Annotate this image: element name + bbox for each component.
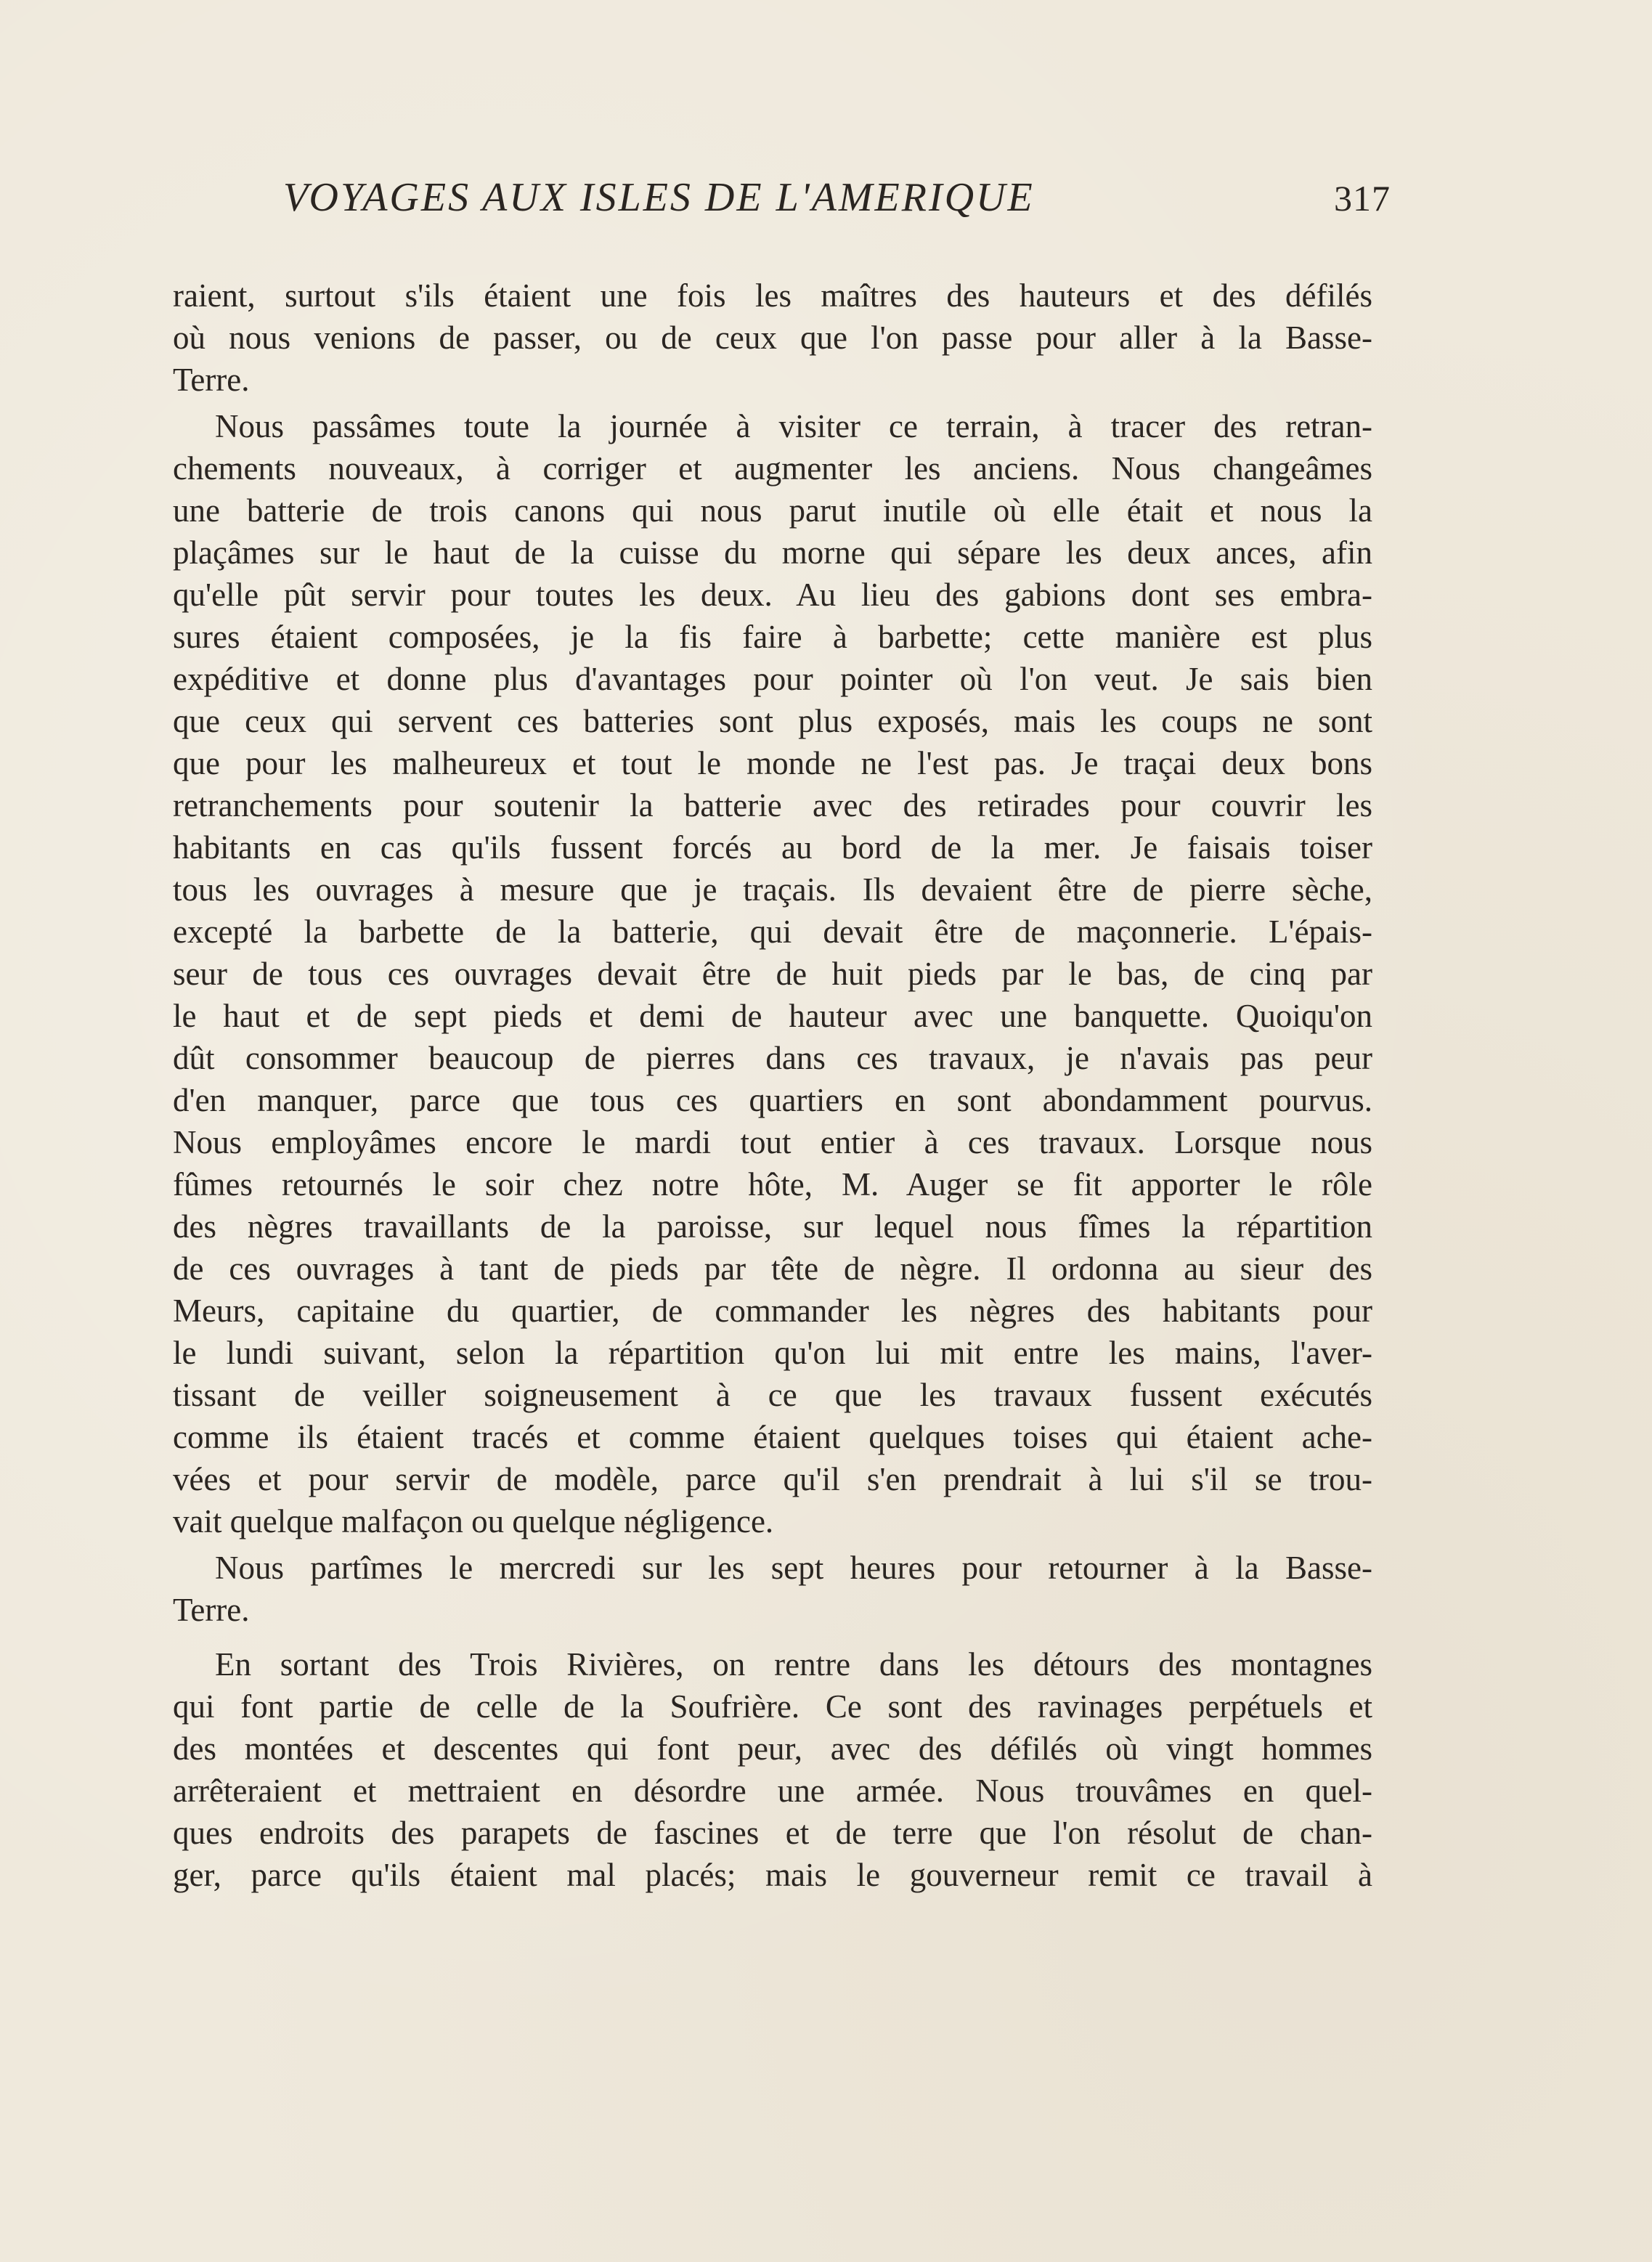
text-line: Nous passâmes toute la journée à visiter ce terrain, à tracer des retran- [215,408,1372,444]
text-line: fûmes retournés le soir chez notre hôte, M. Auger se fit apporter le rôle [173,1166,1372,1203]
paragraph [173,405,1372,1542]
text-line: qu'elle pût servir pour toutes les deux. Au lieu des gabions dont ses embra- [173,577,1372,613]
text-line: comme ils étaient tracés et comme étaient quelques toises qui étaient ache- [173,1419,1372,1455]
page-number: 317 [1334,178,1391,219]
text-line: que ceux qui servent ces batteries sont plus exposés, mais les coups ne sont [173,703,1372,739]
text-line: Terre. [173,1592,250,1628]
text-line: le haut et de sept pieds et demi de hauteur avec une banquette. Quoiqu'on [173,998,1372,1034]
text-line: une batterie de trois canons qui nous parut inutile où elle était et nous la [173,492,1372,529]
text-line: expéditive et donne plus d'avantages pour pointer où l'on veut. Je sais bien [173,661,1372,697]
text-line: tous les ouvrages à mesure que je traçais. Ils devaient être de pierre sèche, [173,871,1372,908]
text-line: ques endroits des parapets de fascines et de terre que l'on résolut de chan- [173,1815,1372,1851]
text-line: Nous employâmes encore le mardi tout entier à ces travaux. Lorsque nous [173,1124,1372,1160]
paragraph [173,1643,1372,1896]
text-line: excepté la barbette de la batterie, qui devait être de maçonnerie. L'épais- [173,914,1372,950]
text-line: des montées et descentes qui font peur, avec des défilés où vingt hommes [173,1730,1372,1767]
text-line: où nous venions de passer, ou de ceux que l'on passe pour aller à la Basse- [173,320,1372,356]
paragraph [173,274,1372,401]
running-head-title: VOYAGES AUX ISLES DE L'AMERIQUE [283,175,1035,220]
text-line: qui font partie de celle de la Soufrière. Ce sont des ravinages perpétuels et [173,1688,1372,1725]
text-line: Terre. [173,362,250,398]
text-line: Meurs, capitaine du quartier, de commander les nègres des habitants pour [173,1293,1372,1329]
text-line: arrêteraient et mettraient en désordre une armée. Nous trouvâmes en quel- [173,1773,1372,1809]
text-line: plaçâmes sur le haut de la cuisse du morne qui sépare les deux ances, afin [173,534,1372,571]
text-line: habitants en cas qu'ils fussent forcés au bord de la mer. Je faisais toiser [173,829,1372,866]
text-line: vait quelque malfaçon ou quelque négligence. [173,1503,774,1539]
text-line: sures étaient composées, je la fis faire à barbette; cette manière est plus [173,619,1372,655]
text-line: de ces ouvrages à tant de pieds par tête de nègre. Il ordonna au sieur des [173,1250,1372,1287]
text-line: dût consommer beaucoup de pierres dans ces travaux, je n'avais pas peur [173,1040,1372,1076]
text-line: le lundi suivant, selon la répartition qu'on lui mit entre les mains, l'aver- [173,1335,1372,1371]
text-line: vées et pour servir de modèle, parce qu'il s'en prendrait à lui s'il se trou- [173,1461,1372,1497]
text-line: retranchements pour soutenir la batterie avec des retirades pour couvrir les [173,787,1372,823]
text-line: Nous partîmes le mercredi sur les sept heures pour retourner à la Basse- [215,1550,1372,1586]
running-head [283,174,1391,221]
text-line: ger, parce qu'ils étaient mal placés; mais le gouverneur remit ce travail à [173,1857,1372,1893]
text-line: En sortant des Trois Rivières, on rentre dans les détours des montagnes [215,1646,1372,1683]
paragraph [173,1547,1372,1631]
text-line: tissant de veiller soigneusement à ce que les travaux fussent exécutés [173,1377,1372,1413]
text-line: chements nouveaux, à corriger et augmenter les anciens. Nous changeâmes [173,450,1372,487]
text-line: raient, surtout s'ils étaient une fois les maîtres des hauteurs et des défilés [173,277,1372,314]
text-line: que pour les malheureux et tout le monde ne l'est pas. Je traçai deux bons [173,745,1372,781]
body-text [173,274,1372,1896]
text-line: des nègres travaillants de la paroisse, sur lequel nous fîmes la répartition [173,1208,1372,1245]
text-line: seur de tous ces ouvrages devait être de huit pieds par le bas, de cinq par [173,956,1372,992]
text-line: d'en manquer, parce que tous ces quartiers en sont abondamment pourvus. [173,1082,1372,1118]
